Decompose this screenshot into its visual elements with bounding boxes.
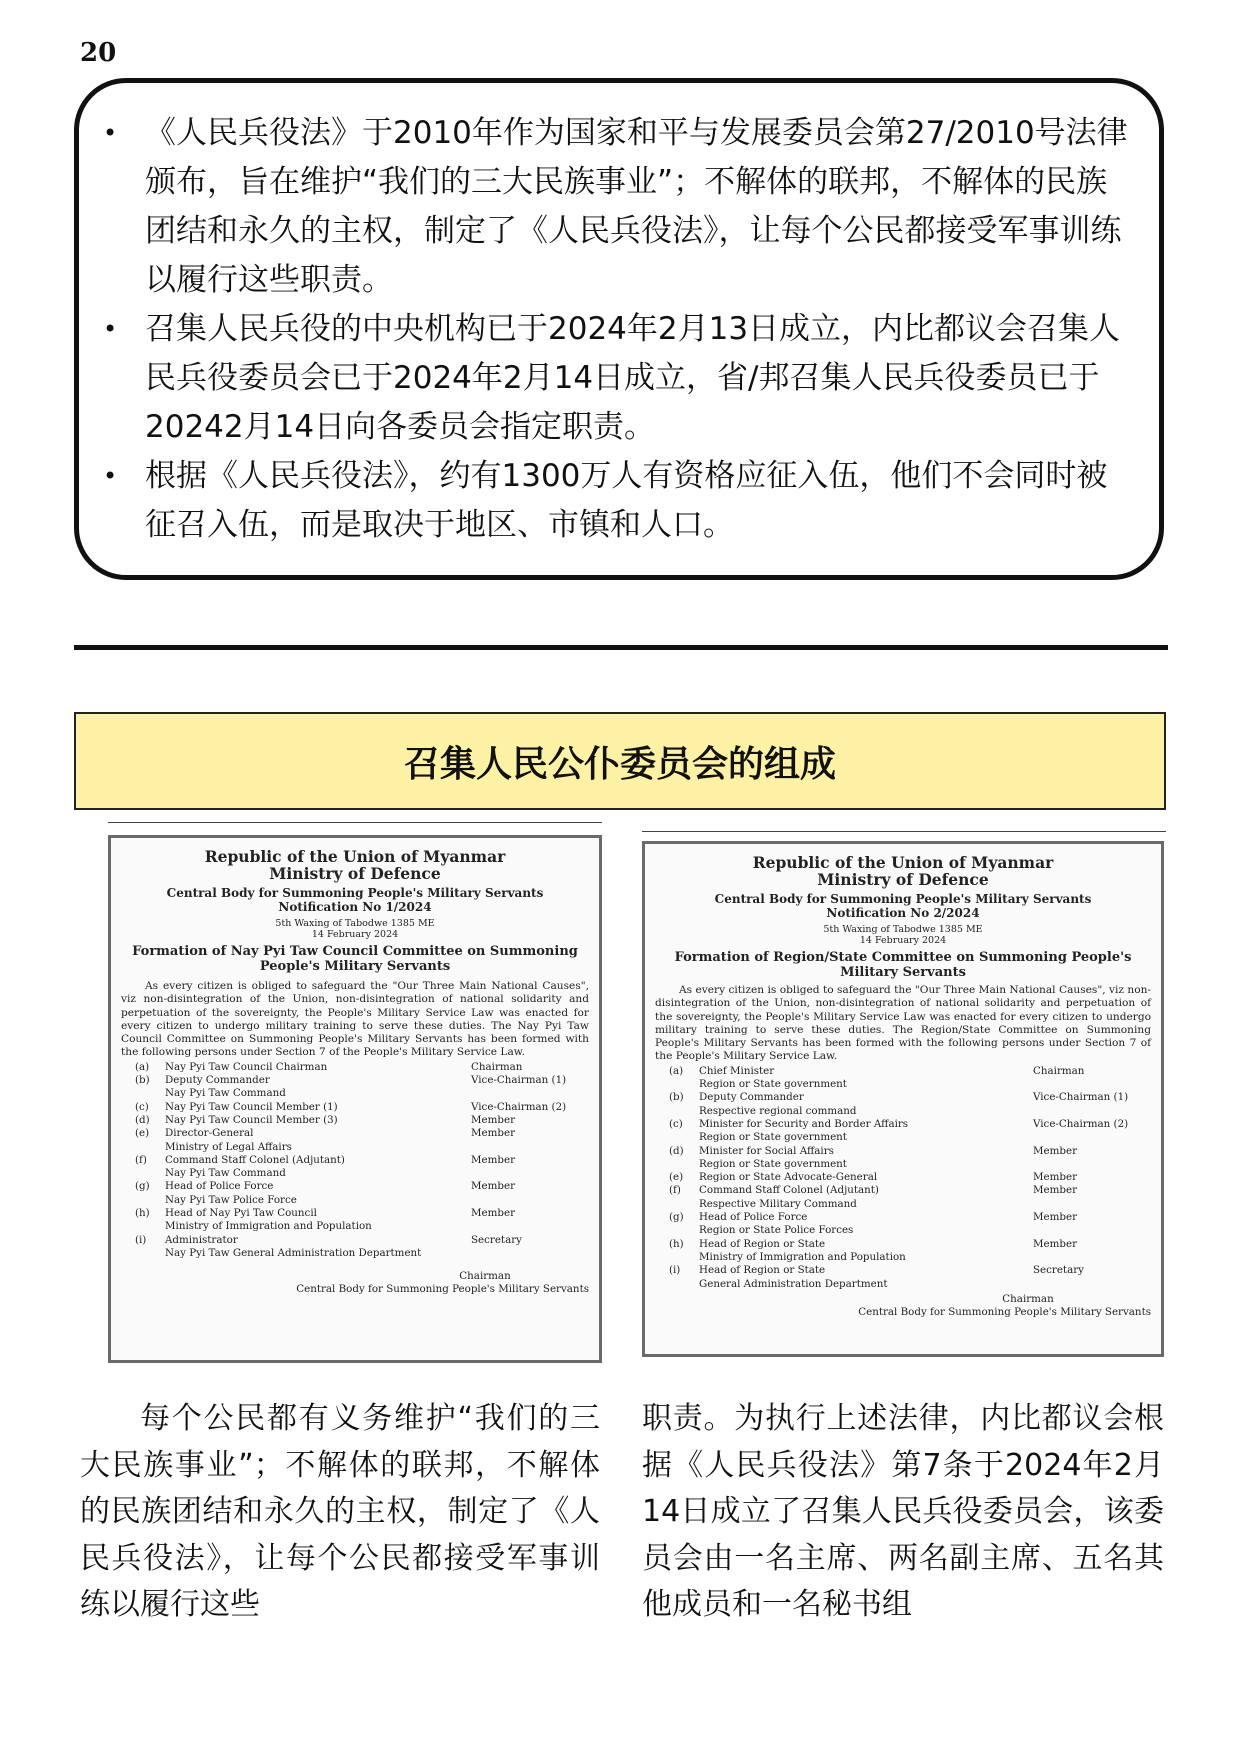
notice-signature	[655, 1293, 1151, 1319]
member-row	[655, 1158, 1151, 1171]
notice-intro	[655, 984, 1151, 1064]
member-role	[1033, 1198, 1151, 1211]
member-position: Ministry of Immigration and Population	[165, 1220, 372, 1233]
member-row	[655, 1078, 1151, 1091]
member-position: Region or State government	[699, 1078, 847, 1091]
member-position: Head of Police Force	[165, 1180, 274, 1193]
member-role: Chairman	[471, 1060, 523, 1073]
member-role	[471, 1087, 589, 1100]
notice-date-me: 5th Waxing of Tabodwe 1385 ME	[823, 924, 983, 935]
member-role	[1033, 1278, 1151, 1291]
member-row	[655, 1278, 1151, 1291]
section-title: 召集人民公仆委员会的组成	[403, 743, 836, 785]
member-role	[1033, 1131, 1151, 1144]
member-role	[1033, 1105, 1151, 1118]
member-key	[655, 1158, 699, 1171]
notice-date: 14 February 2024	[311, 929, 399, 940]
notice-body-name: Central Body for Summoning People's Military Servants	[166, 886, 544, 900]
member-row	[121, 1061, 589, 1074]
member-row	[655, 1211, 1151, 1224]
member-position: Head of Region or State	[699, 1237, 826, 1250]
member-key: (i)	[669, 1264, 681, 1277]
member-position: Region or State government	[699, 1131, 847, 1144]
member-role: Member	[1033, 1211, 1078, 1224]
member-list	[655, 1065, 1151, 1291]
member-position: Ministry of Legal Affairs	[165, 1140, 292, 1153]
member-key: (g)	[135, 1180, 150, 1193]
notice-republic: Republic of the Union of Myanmar	[204, 847, 506, 866]
member-row	[655, 1238, 1151, 1251]
member-row	[121, 1207, 589, 1220]
bullet-dot-icon: •	[103, 119, 118, 147]
member-row	[655, 1091, 1151, 1104]
member-row	[121, 1167, 589, 1180]
member-key	[655, 1105, 699, 1118]
member-role	[1033, 1224, 1151, 1237]
member-row	[655, 1198, 1151, 1211]
member-row	[655, 1118, 1151, 1131]
signature-title: Chairman	[459, 1270, 511, 1283]
member-key	[121, 1141, 165, 1154]
member-position: Region or State Advocate-General	[699, 1171, 878, 1184]
member-position: Nay Pyi Taw Council Member (3)	[165, 1113, 338, 1126]
member-row	[121, 1247, 589, 1260]
member-position: Nay Pyi Taw General Administration Department	[165, 1246, 422, 1259]
member-key: (d)	[669, 1144, 684, 1157]
member-role	[471, 1247, 589, 1260]
member-key	[121, 1087, 165, 1100]
member-row	[655, 1131, 1151, 1144]
member-row	[655, 1251, 1151, 1264]
member-row	[121, 1114, 589, 1127]
signature-body: Central Body for Summoning People's Military Servants	[296, 1283, 589, 1296]
member-key	[655, 1078, 699, 1091]
member-key	[655, 1251, 699, 1264]
notice-number: Notification No 2/2024	[826, 906, 980, 920]
member-row	[655, 1145, 1151, 1158]
member-role: Member	[1033, 1144, 1078, 1157]
member-row	[121, 1234, 589, 1247]
body-paragraph-right: 职责。为执行上述法律，内比都议会根据《人民兵役法》第7条于2024年2月14日成立了召集人民兵役委员会，该委员会由一名主席、两名副主席、五名其他成员和一名秘书组	[642, 1401, 1164, 1622]
bullet-text: 《人民兵役法》于2010年作为国家和平与发展委员会第27/2010号法律颁布，旨在维护“我们的三大民族事业”；不解体的联邦，不解体的民族团结和永久的主权，制定了《人民兵役法》，让每个公民都接受军事训练以履行这些职责。	[145, 115, 1128, 298]
member-position: Director-General	[165, 1127, 254, 1140]
member-row	[121, 1180, 589, 1193]
member-key: (i)	[135, 1233, 147, 1246]
member-position: Minister for Security and Border Affairs	[699, 1117, 909, 1130]
member-position: Region or State government	[699, 1157, 847, 1170]
member-row	[121, 1074, 589, 1087]
member-row	[655, 1065, 1151, 1078]
member-role: Member	[471, 1180, 516, 1193]
member-role	[471, 1141, 589, 1154]
notice-number: Notification No 1/2024	[278, 900, 432, 914]
member-key: (a)	[669, 1064, 684, 1077]
member-key: (f)	[669, 1184, 681, 1197]
member-key: (g)	[669, 1211, 684, 1224]
bullet-text: 召集人民兵役的中央机构已于2024年2月13日成立，内比都议会召集人民兵役委员会已于2024年2月14日成立，省/邦召集人民兵役委员已于20242月14日向各委员会指定职责。	[145, 311, 1121, 445]
member-list	[121, 1061, 589, 1260]
signature-body: Central Body for Summoning People's Military Servants	[858, 1305, 1151, 1318]
member-position: Nay Pyi Taw Command	[165, 1087, 286, 1100]
member-key: (c)	[135, 1100, 149, 1113]
bullet-text: 根据《人民兵役法》，约有1300万人有资格应征入伍，他们不会同时被征召入伍，而是取决于地区、市镇和人口。	[145, 458, 1108, 543]
member-position: Head of Police Force	[699, 1211, 808, 1224]
bullet-dot-icon: •	[103, 462, 118, 490]
member-key: (h)	[669, 1237, 684, 1250]
member-row	[121, 1127, 589, 1140]
body-paragraph-left: 每个公民都有义务维护“我们的三大民族事业”；不解体的联邦，不解体的民族团结和永久的主权，制定了《人民兵役法》，让每个公民都接受军事训练以履行这些	[80, 1401, 600, 1622]
member-row	[121, 1220, 589, 1233]
notice-date: 14 February 2024	[859, 935, 947, 946]
member-position: Command Staff Colonel (Adjutant)	[699, 1184, 879, 1197]
member-row	[121, 1087, 589, 1100]
member-key	[655, 1131, 699, 1144]
bullet-list	[103, 109, 1129, 550]
notice-title: Formation of Region/State Committee on Summoning People's Military Servants	[674, 950, 1132, 980]
member-position: Administrator	[165, 1233, 238, 1246]
member-position: Minister for Social Affairs	[699, 1144, 834, 1157]
member-key	[655, 1198, 699, 1211]
member-role: Chairman	[1033, 1064, 1085, 1077]
notice-ministry: Ministry of Defence	[269, 864, 441, 883]
notice-intro	[121, 980, 589, 1060]
member-position: Respective regional command	[699, 1104, 857, 1117]
member-position: Deputy Commander	[165, 1074, 270, 1087]
notice-intro-text: As every citizen is obliged to safeguard the "Our Three Main National Causes", viz non-disintegration of the Union, non-disintegration of national solidarity and perpetuation of the sovereignty, the People's Military Service Law was enacted for every citizen to undergo military training to serve these duties. The Region/State Committee on Summoning People's Military Servants has been formed with the following persons under Section 7 of the People's Military Service Law.	[655, 984, 1151, 1063]
member-role: Member	[1033, 1171, 1078, 1184]
member-key: (e)	[135, 1127, 150, 1140]
notice-date-me: 5th Waxing of Tabodwe 1385 ME	[275, 918, 435, 929]
member-role: Secretary	[471, 1233, 522, 1246]
member-role	[471, 1167, 589, 1180]
page-number: 20	[80, 38, 117, 68]
horizontal-rule	[74, 645, 1168, 650]
member-row	[655, 1184, 1151, 1197]
member-key	[655, 1278, 699, 1291]
member-key: (c)	[669, 1117, 683, 1130]
member-row	[121, 1141, 589, 1154]
member-row	[121, 1194, 589, 1207]
member-row	[655, 1171, 1151, 1184]
member-role: Member	[1033, 1184, 1078, 1197]
member-key: (h)	[135, 1207, 150, 1220]
member-role: Vice-Chairman (1)	[1033, 1091, 1129, 1104]
member-key: (a)	[135, 1060, 150, 1073]
member-position: Chief Minister	[699, 1064, 775, 1077]
summary-box	[74, 78, 1164, 580]
notice-signature	[121, 1270, 589, 1296]
notice-image-1	[108, 835, 602, 1363]
member-key: (d)	[135, 1113, 150, 1126]
member-position: Head of Nay Pyi Taw Council	[165, 1207, 317, 1220]
notice-title: Formation of Nay Pyi Taw Council Committee on Summoning People's Military Servants	[132, 944, 578, 974]
member-role	[1033, 1251, 1151, 1264]
member-position: Nay Pyi Taw Council Member (1)	[165, 1100, 338, 1113]
bullet-dot-icon: •	[103, 315, 118, 343]
notice-image-2	[642, 841, 1164, 1357]
notice-ministry: Ministry of Defence	[817, 870, 989, 889]
member-role: Member	[1033, 1237, 1078, 1250]
member-row	[121, 1154, 589, 1167]
member-position: Nay Pyi Taw Council Chairman	[165, 1060, 328, 1073]
member-key: (b)	[135, 1074, 150, 1087]
member-position: Command Staff Colonel (Adjutant)	[165, 1153, 345, 1166]
member-position: General Administration Department	[699, 1277, 888, 1290]
member-role	[471, 1194, 589, 1207]
notice-body-name: Central Body for Summoning People's Military Servants	[714, 892, 1092, 906]
member-key	[121, 1194, 165, 1207]
member-key: (f)	[135, 1153, 147, 1166]
member-role: Member	[471, 1113, 516, 1126]
member-role: Secretary	[1033, 1264, 1084, 1277]
notice-republic: Republic of the Union of Myanmar	[752, 853, 1054, 872]
member-position: Nay Pyi Taw Police Force	[165, 1193, 297, 1206]
member-position: Respective Military Command	[699, 1197, 857, 1210]
member-position: Ministry of Immigration and Population	[699, 1250, 906, 1263]
member-role: Vice-Chairman (2)	[471, 1100, 567, 1113]
member-row	[655, 1105, 1151, 1118]
section-banner	[74, 712, 1166, 810]
signature-title: Chairman	[1002, 1292, 1054, 1305]
member-key	[121, 1247, 165, 1260]
member-role: Member	[471, 1153, 516, 1166]
member-row	[655, 1224, 1151, 1237]
member-position: Deputy Commander	[699, 1091, 804, 1104]
member-position: Region or State Police Forces	[699, 1224, 854, 1237]
member-role: Member	[471, 1127, 516, 1140]
member-row	[655, 1264, 1151, 1277]
bullet-item	[103, 109, 1129, 305]
bullet-item	[103, 452, 1129, 550]
member-position: Head of Region or State	[699, 1264, 826, 1277]
member-role: Member	[471, 1207, 516, 1220]
member-position: Nay Pyi Taw Command	[165, 1167, 286, 1180]
bullet-item	[103, 305, 1129, 452]
member-role: Vice-Chairman (1)	[471, 1074, 567, 1087]
member-role: Vice-Chairman (2)	[1033, 1117, 1129, 1130]
member-role	[471, 1220, 589, 1233]
member-row	[121, 1101, 589, 1114]
member-key	[121, 1167, 165, 1180]
member-key: (b)	[669, 1091, 684, 1104]
notice-intro-text: As every citizen is obliged to safeguard the "Our Three Main National Causes", viz non-disintegration of the Union, non-disintegration of national solidarity and perpetuation of the sovereignty, the People's Military Service Law was enacted for every citizen to undergo military training to serve these duties. The Nay Pyi Taw Council Committee on Summoning People's Military Servants has been formed with the following persons under Section 7 of the People's Military Service Law.	[121, 980, 589, 1059]
member-key	[121, 1220, 165, 1233]
member-key	[655, 1224, 699, 1237]
member-role	[1033, 1158, 1151, 1171]
member-key: (e)	[669, 1171, 684, 1184]
member-role	[1033, 1078, 1151, 1091]
